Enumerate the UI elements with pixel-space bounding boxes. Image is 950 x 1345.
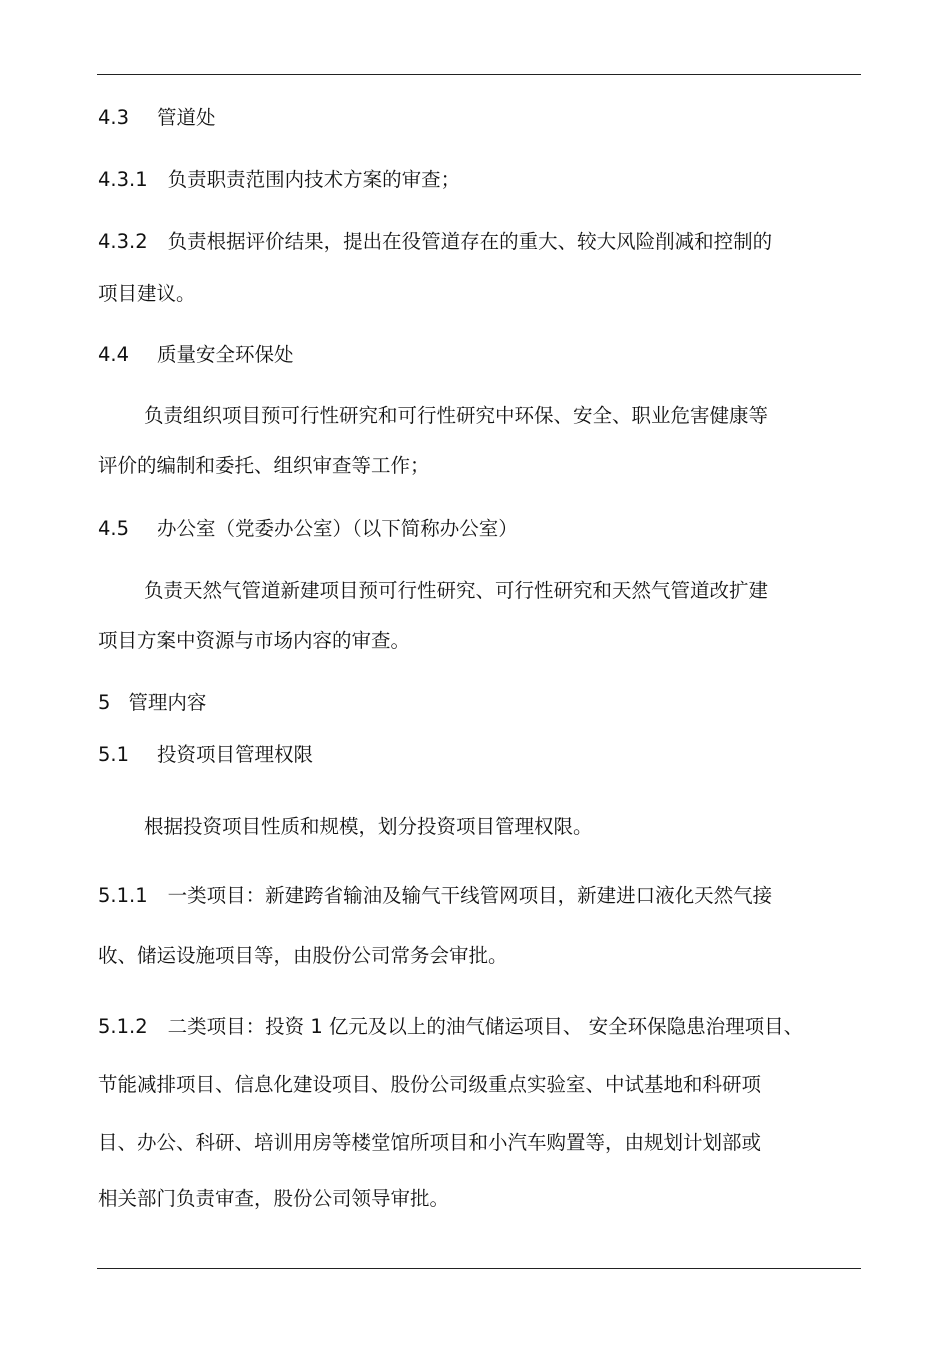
footer-rule: [97, 1268, 861, 1269]
item-number: 4.3.1: [98, 168, 148, 191]
section-number: 4.5: [98, 517, 130, 540]
item-text: 负责根据评价结果，提出在役管道存在的重大、较大风险削减和控制的: [167, 230, 773, 253]
section-4-4-paragraph-line-1: 负责组织项目预可行性研究和可行性研究中环保、安全、职业危害健康等: [144, 404, 769, 427]
item-number: 5.1.2: [98, 1015, 148, 1038]
item-4-3-2-continuation: 项目建议。: [98, 282, 196, 305]
item-text: 二类项目：投资 1 亿元及以上的油气储运项目、 安全环保隐患治理项目、: [167, 1015, 804, 1038]
item-number: 5.1.1: [98, 884, 148, 907]
item-5-1-2-continuation-3: 相关部门负责审查，股份公司领导审批。: [98, 1187, 450, 1210]
section-4-5-heading: [98, 517, 518, 541]
section-4-5-paragraph-line-2: 项目方案中资源与市场内容的审查。: [98, 629, 411, 652]
section-title: 质量安全环保处: [157, 343, 294, 366]
section-title: 投资项目管理权限: [157, 743, 314, 766]
item-4-3-1: [98, 168, 460, 192]
section-number: 5.1: [98, 743, 130, 766]
section-number: 4.3: [98, 106, 130, 129]
section-5-1-heading: [98, 743, 313, 767]
section-4-5-paragraph-line-1: 负责天然气管道新建项目预可行性研究、可行性研究和天然气管道改扩建: [144, 579, 769, 602]
item-5-1-2-continuation-2: 目、办公、科研、培训用房等楼堂馆所项目和小汽车购置等，由规划计划部或: [98, 1131, 762, 1154]
item-5-1-2-continuation-1: 节能减排项目、信息化建设项目、股份公司级重点实验室、中试基地和科研项: [98, 1073, 762, 1096]
section-number: 4.4: [98, 343, 130, 366]
section-title: 办公室（党委办公室）（以下简称办公室）: [157, 517, 518, 540]
item-5-1-2: [98, 1015, 803, 1039]
section-5-heading: [98, 691, 206, 715]
item-5-1-1-continuation: 收、储运设施项目等，由股份公司常务会审批。: [98, 944, 508, 967]
section-4-4-paragraph-line-2: 评价的编制和委托、组织审查等工作；: [98, 454, 430, 477]
section-4-4-heading: [98, 343, 294, 367]
item-4-3-2: [98, 230, 772, 254]
section-number: 5: [98, 691, 111, 714]
item-5-1-1: [98, 884, 772, 908]
section-5-1-paragraph: 根据投资项目性质和规模，划分投资项目管理权限。: [144, 815, 593, 838]
section-title: 管道处: [157, 106, 216, 129]
item-text: 一类项目：新建跨省输油及输气干线管网项目，新建进口液化天然气接: [167, 884, 773, 907]
item-text: 负责职责范围内技术方案的审查；: [167, 168, 461, 191]
header-rule: [97, 74, 861, 75]
section-4-3-heading: [98, 106, 216, 130]
section-title: 管理内容: [128, 691, 207, 714]
item-number: 4.3.2: [98, 230, 148, 253]
